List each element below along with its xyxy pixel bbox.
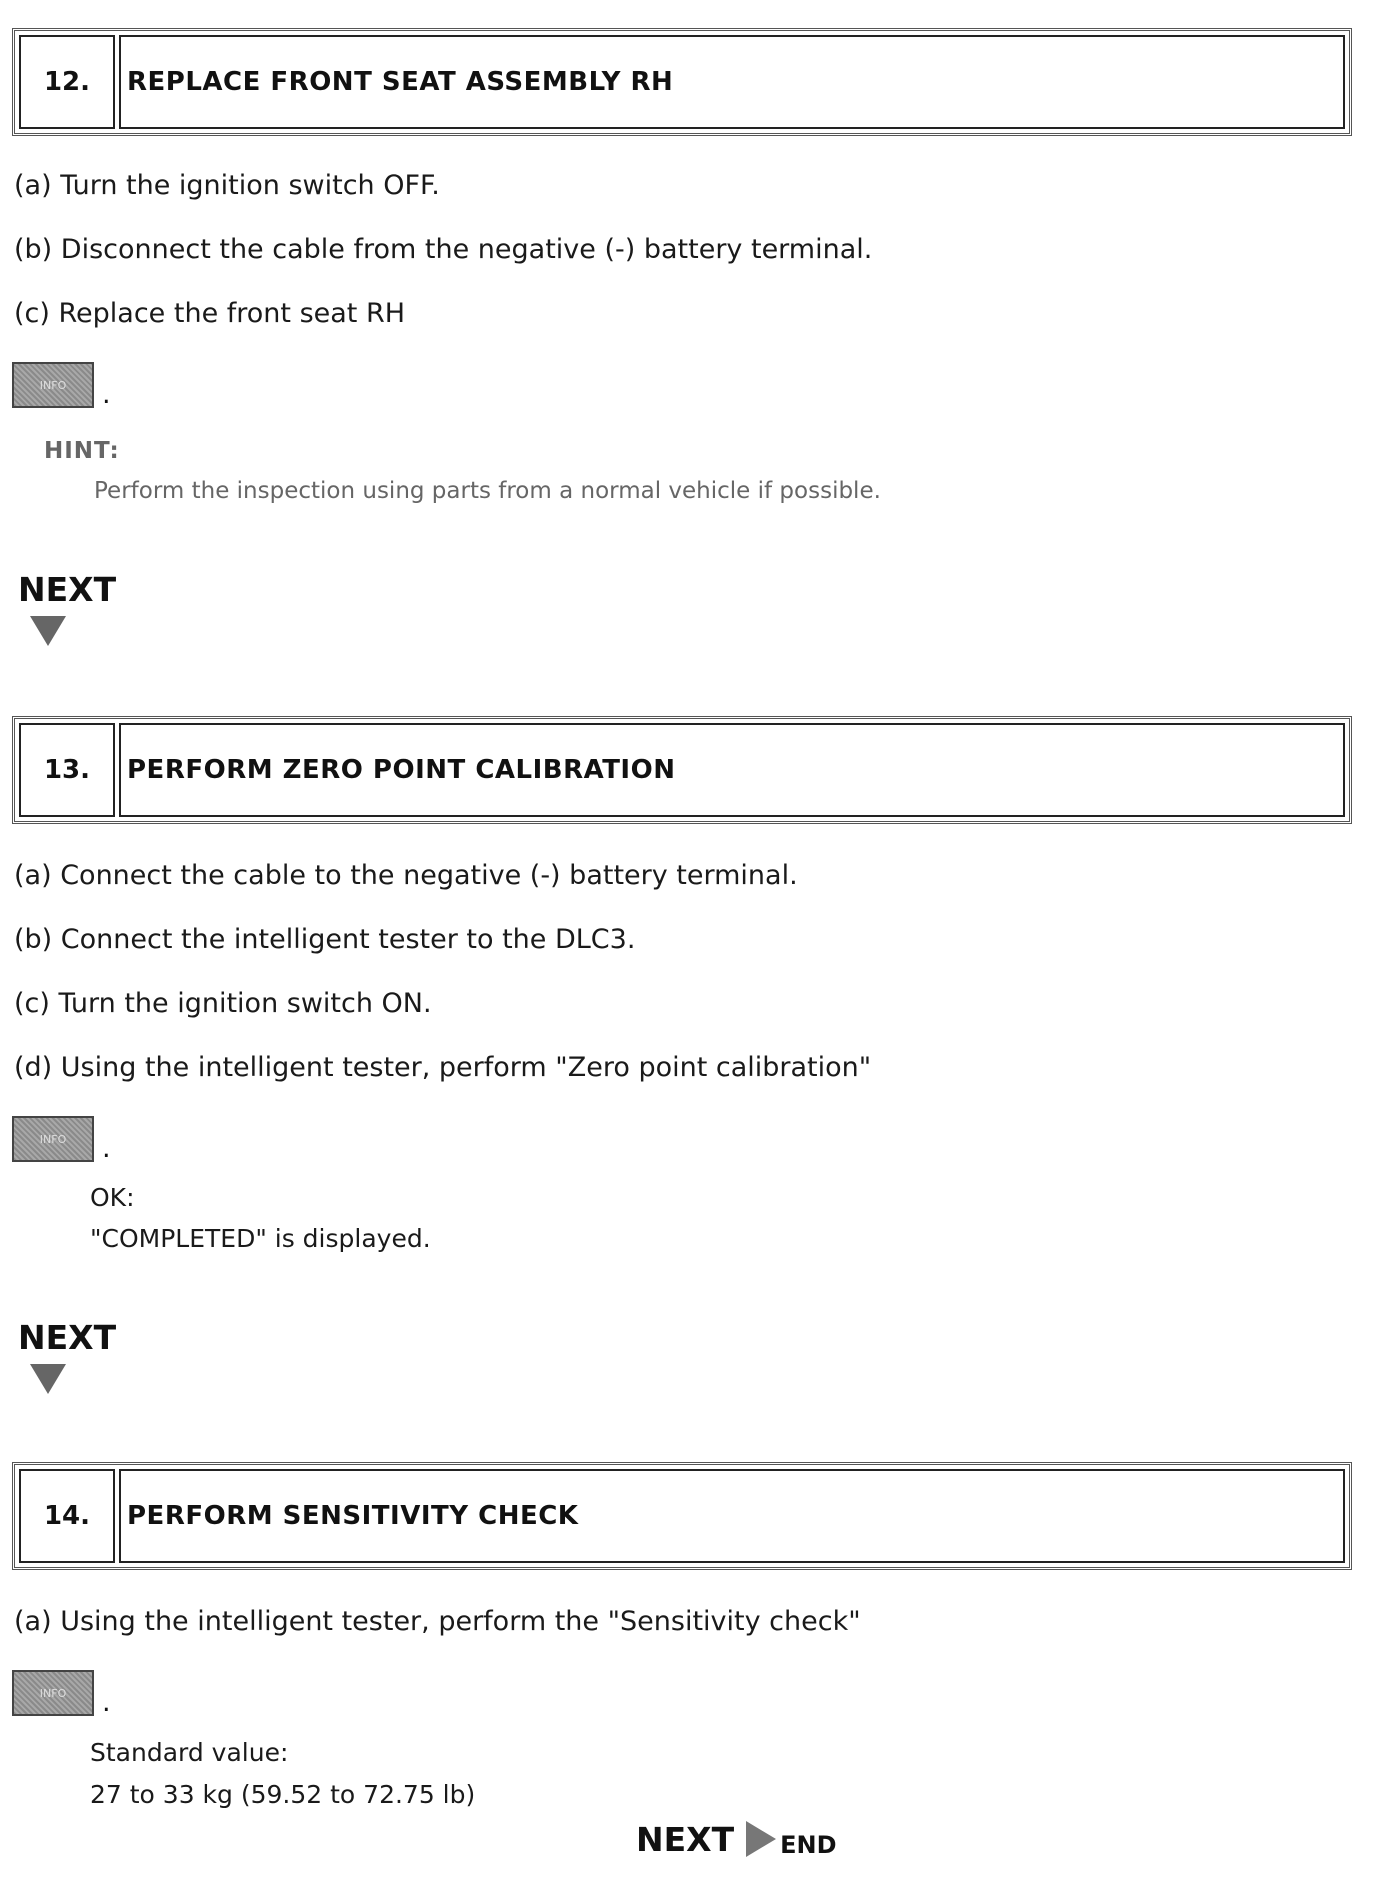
next-end-row[interactable] (636, 1820, 837, 1859)
right-arrow-icon[interactable] (746, 1821, 776, 1857)
end-label[interactable]: END (780, 1831, 837, 1859)
info-dot: . (102, 379, 111, 410)
instruction-line: (a) Using the intelligent tester, perform the "Sensitivity check" (14, 1606, 861, 1637)
next-label[interactable]: NEXT (18, 1318, 117, 1357)
info-button[interactable]: INFO (12, 362, 94, 408)
result-label: Standard value: (90, 1738, 289, 1767)
step-title: PERFORM SENSITIVITY CHECK (119, 1469, 1345, 1563)
step-header-13 (12, 716, 1352, 824)
instruction-line: (a) Turn the ignition switch OFF. (14, 170, 440, 201)
info-row (12, 1670, 111, 1716)
instruction-line: (b) Connect the intelligent tester to the DLC3. (14, 924, 636, 955)
instruction-line: (c) Turn the ignition switch ON. (14, 988, 432, 1019)
hint-label: HINT: (44, 438, 120, 464)
step-number: 14. (19, 1469, 115, 1563)
step-header-12 (12, 28, 1352, 136)
instruction-line: (b) Disconnect the cable from the negative (-) battery terminal. (14, 234, 873, 265)
result-text: 27 to 33 kg (59.52 to 72.75 lb) (90, 1780, 476, 1809)
step-title: PERFORM ZERO POINT CALIBRATION (119, 723, 1345, 817)
info-button[interactable]: INFO (12, 1670, 94, 1716)
next-label[interactable]: NEXT (636, 1820, 735, 1859)
info-row (12, 1116, 111, 1162)
info-row (12, 362, 111, 408)
instruction-line: (c) Replace the front seat RH (14, 298, 406, 329)
down-arrow-icon[interactable] (30, 616, 66, 646)
info-dot: . (102, 1133, 111, 1164)
instruction-line: (d) Using the intelligent tester, perform "Zero point calibration" (14, 1052, 872, 1083)
down-arrow-icon[interactable] (30, 1364, 66, 1394)
step-header-14 (12, 1462, 1352, 1570)
result-label: OK: (90, 1183, 135, 1212)
result-text: "COMPLETED" is displayed. (90, 1224, 431, 1253)
info-dot: . (102, 1687, 111, 1718)
step-number: 12. (19, 35, 115, 129)
info-button[interactable]: INFO (12, 1116, 94, 1162)
next-label[interactable]: NEXT (18, 570, 117, 609)
hint-text: Perform the inspection using parts from a normal vehicle if possible. (94, 478, 881, 504)
step-title: REPLACE FRONT SEAT ASSEMBLY RH (119, 35, 1345, 129)
step-number: 13. (19, 723, 115, 817)
instruction-line: (a) Connect the cable to the negative (-) battery terminal. (14, 860, 798, 891)
